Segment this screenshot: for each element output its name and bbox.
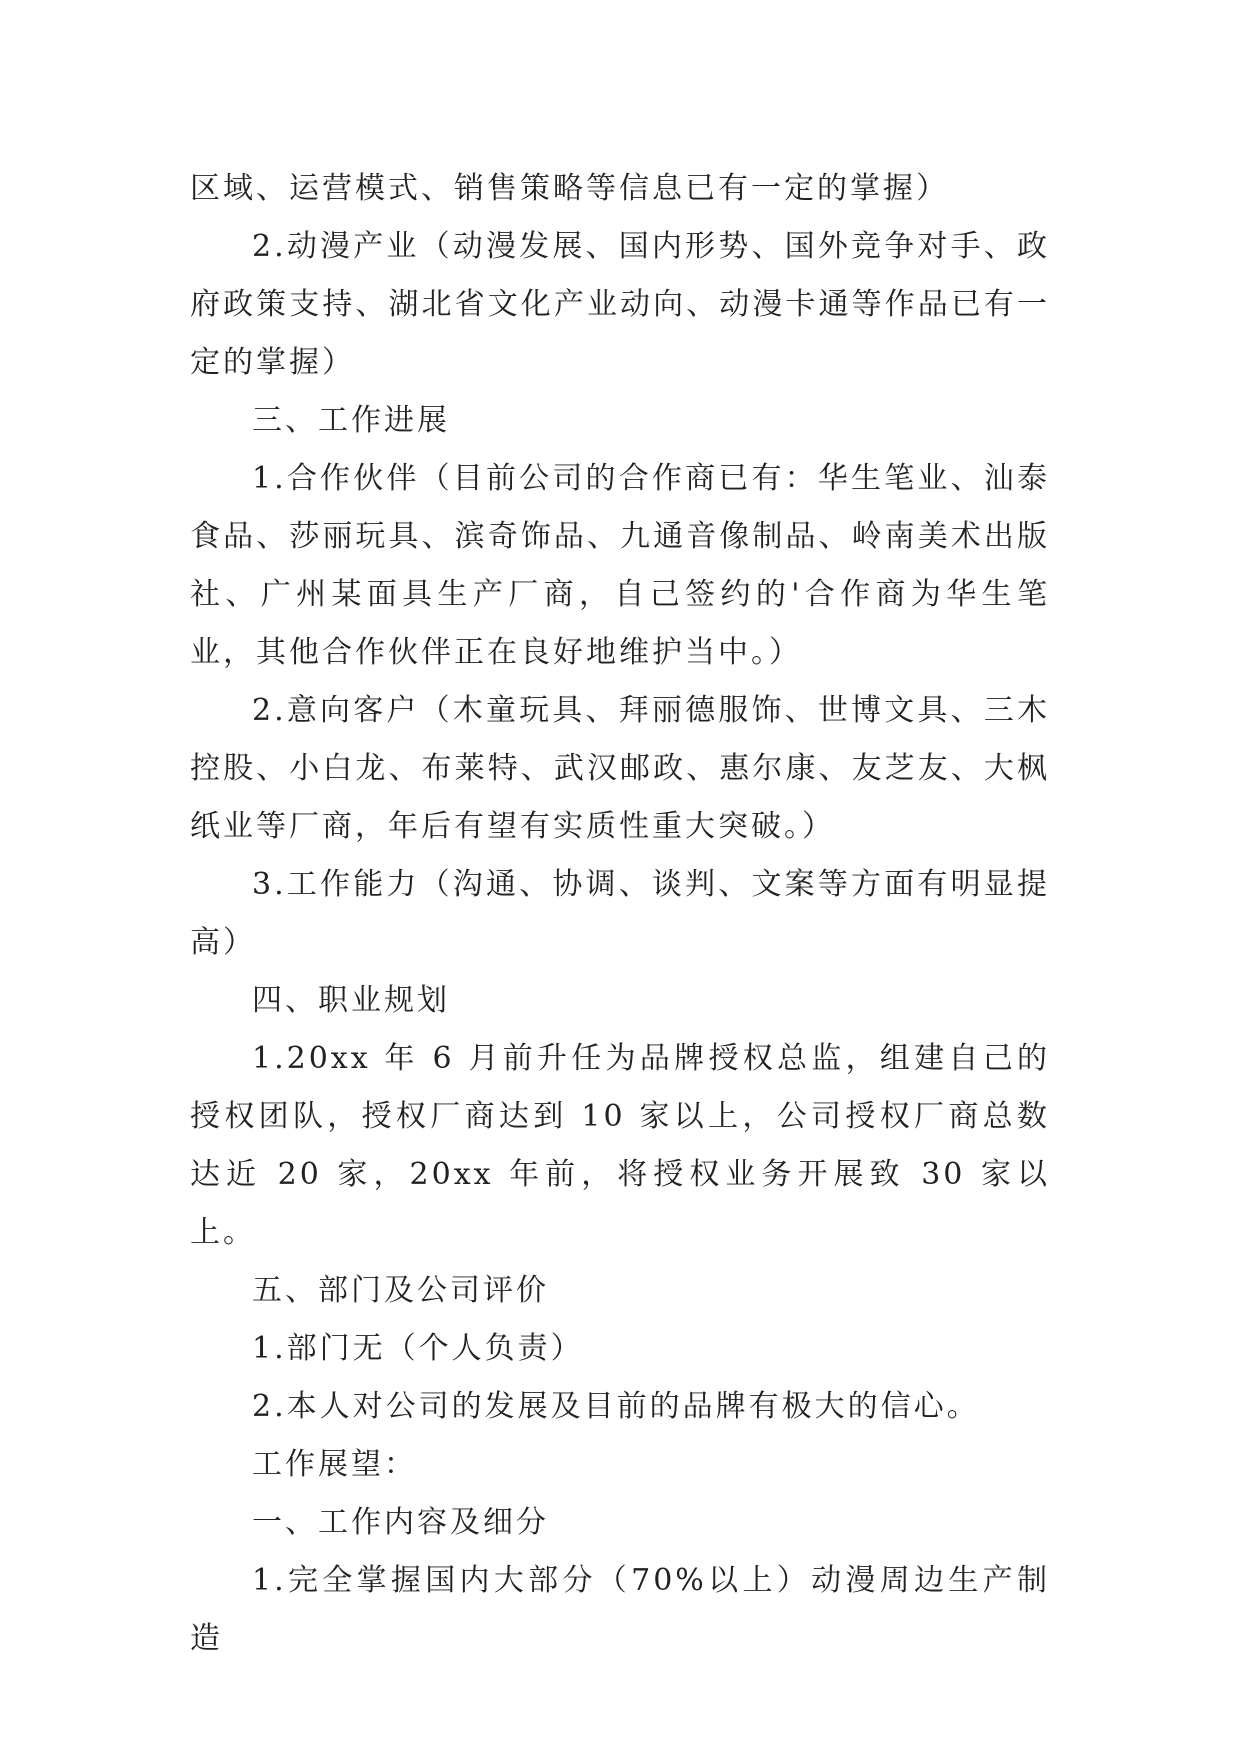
paragraph: 3.工作能力（沟通、协调、谈判、文案等方面有明显提高） (190, 867, 1050, 960)
paragraph: 1.20xx 年 6 月前升任为品牌授权总监，组建自己的授权团队，授权厂商达到 10 家以上，公司授权厂商总数达近 20 家，20xx 年前，将授权业务开展致 30 家以上。 (190, 1041, 1050, 1250)
section-heading: 一、工作内容及细分 (252, 1505, 549, 1540)
paragraph: 1.合作伙伴（目前公司的合作商已有：华生笔业、汕泰食品、莎丽玩具、滨奇饰品、九通音像制品、岭南美术出版社、广州某面具生产厂商，自己签约的'合作商为华生笔业，其他合作伙伴正在良好地维护当中。） (190, 461, 1050, 670)
document-body (190, 160, 1050, 1668)
section-heading: 四、职业规划 (252, 983, 450, 1018)
paragraph: 1.部门无（个人负责） (252, 1331, 584, 1366)
paragraph: 区域、运营模式、销售策略等信息已有一定的掌握） (190, 171, 949, 206)
paragraph: 2.动漫产业（动漫发展、国内形势、国外竞争对手、政府政策支持、湖北省文化产业动向、动漫卡通等作品已有一定的掌握） (190, 229, 1050, 380)
paragraph: 2.意向客户（木童玩具、拜丽德服饰、世博文具、三木控股、小白龙、布莱特、武汉邮政、惠尔康、友芝友、大枫纸业等厂商，年后有望有实质性重大突破。） (190, 693, 1050, 844)
paragraph: 1.完全掌握国内大部分（70%以上）动漫周边生产制造 (190, 1563, 1050, 1656)
section-heading: 工作展望： (252, 1447, 417, 1482)
paragraph: 2.本人对公司的发展及目前的品牌有极大的信心。 (252, 1389, 980, 1424)
section-heading: 五、部门及公司评价 (252, 1273, 549, 1308)
section-heading: 三、工作进展 (252, 403, 450, 438)
